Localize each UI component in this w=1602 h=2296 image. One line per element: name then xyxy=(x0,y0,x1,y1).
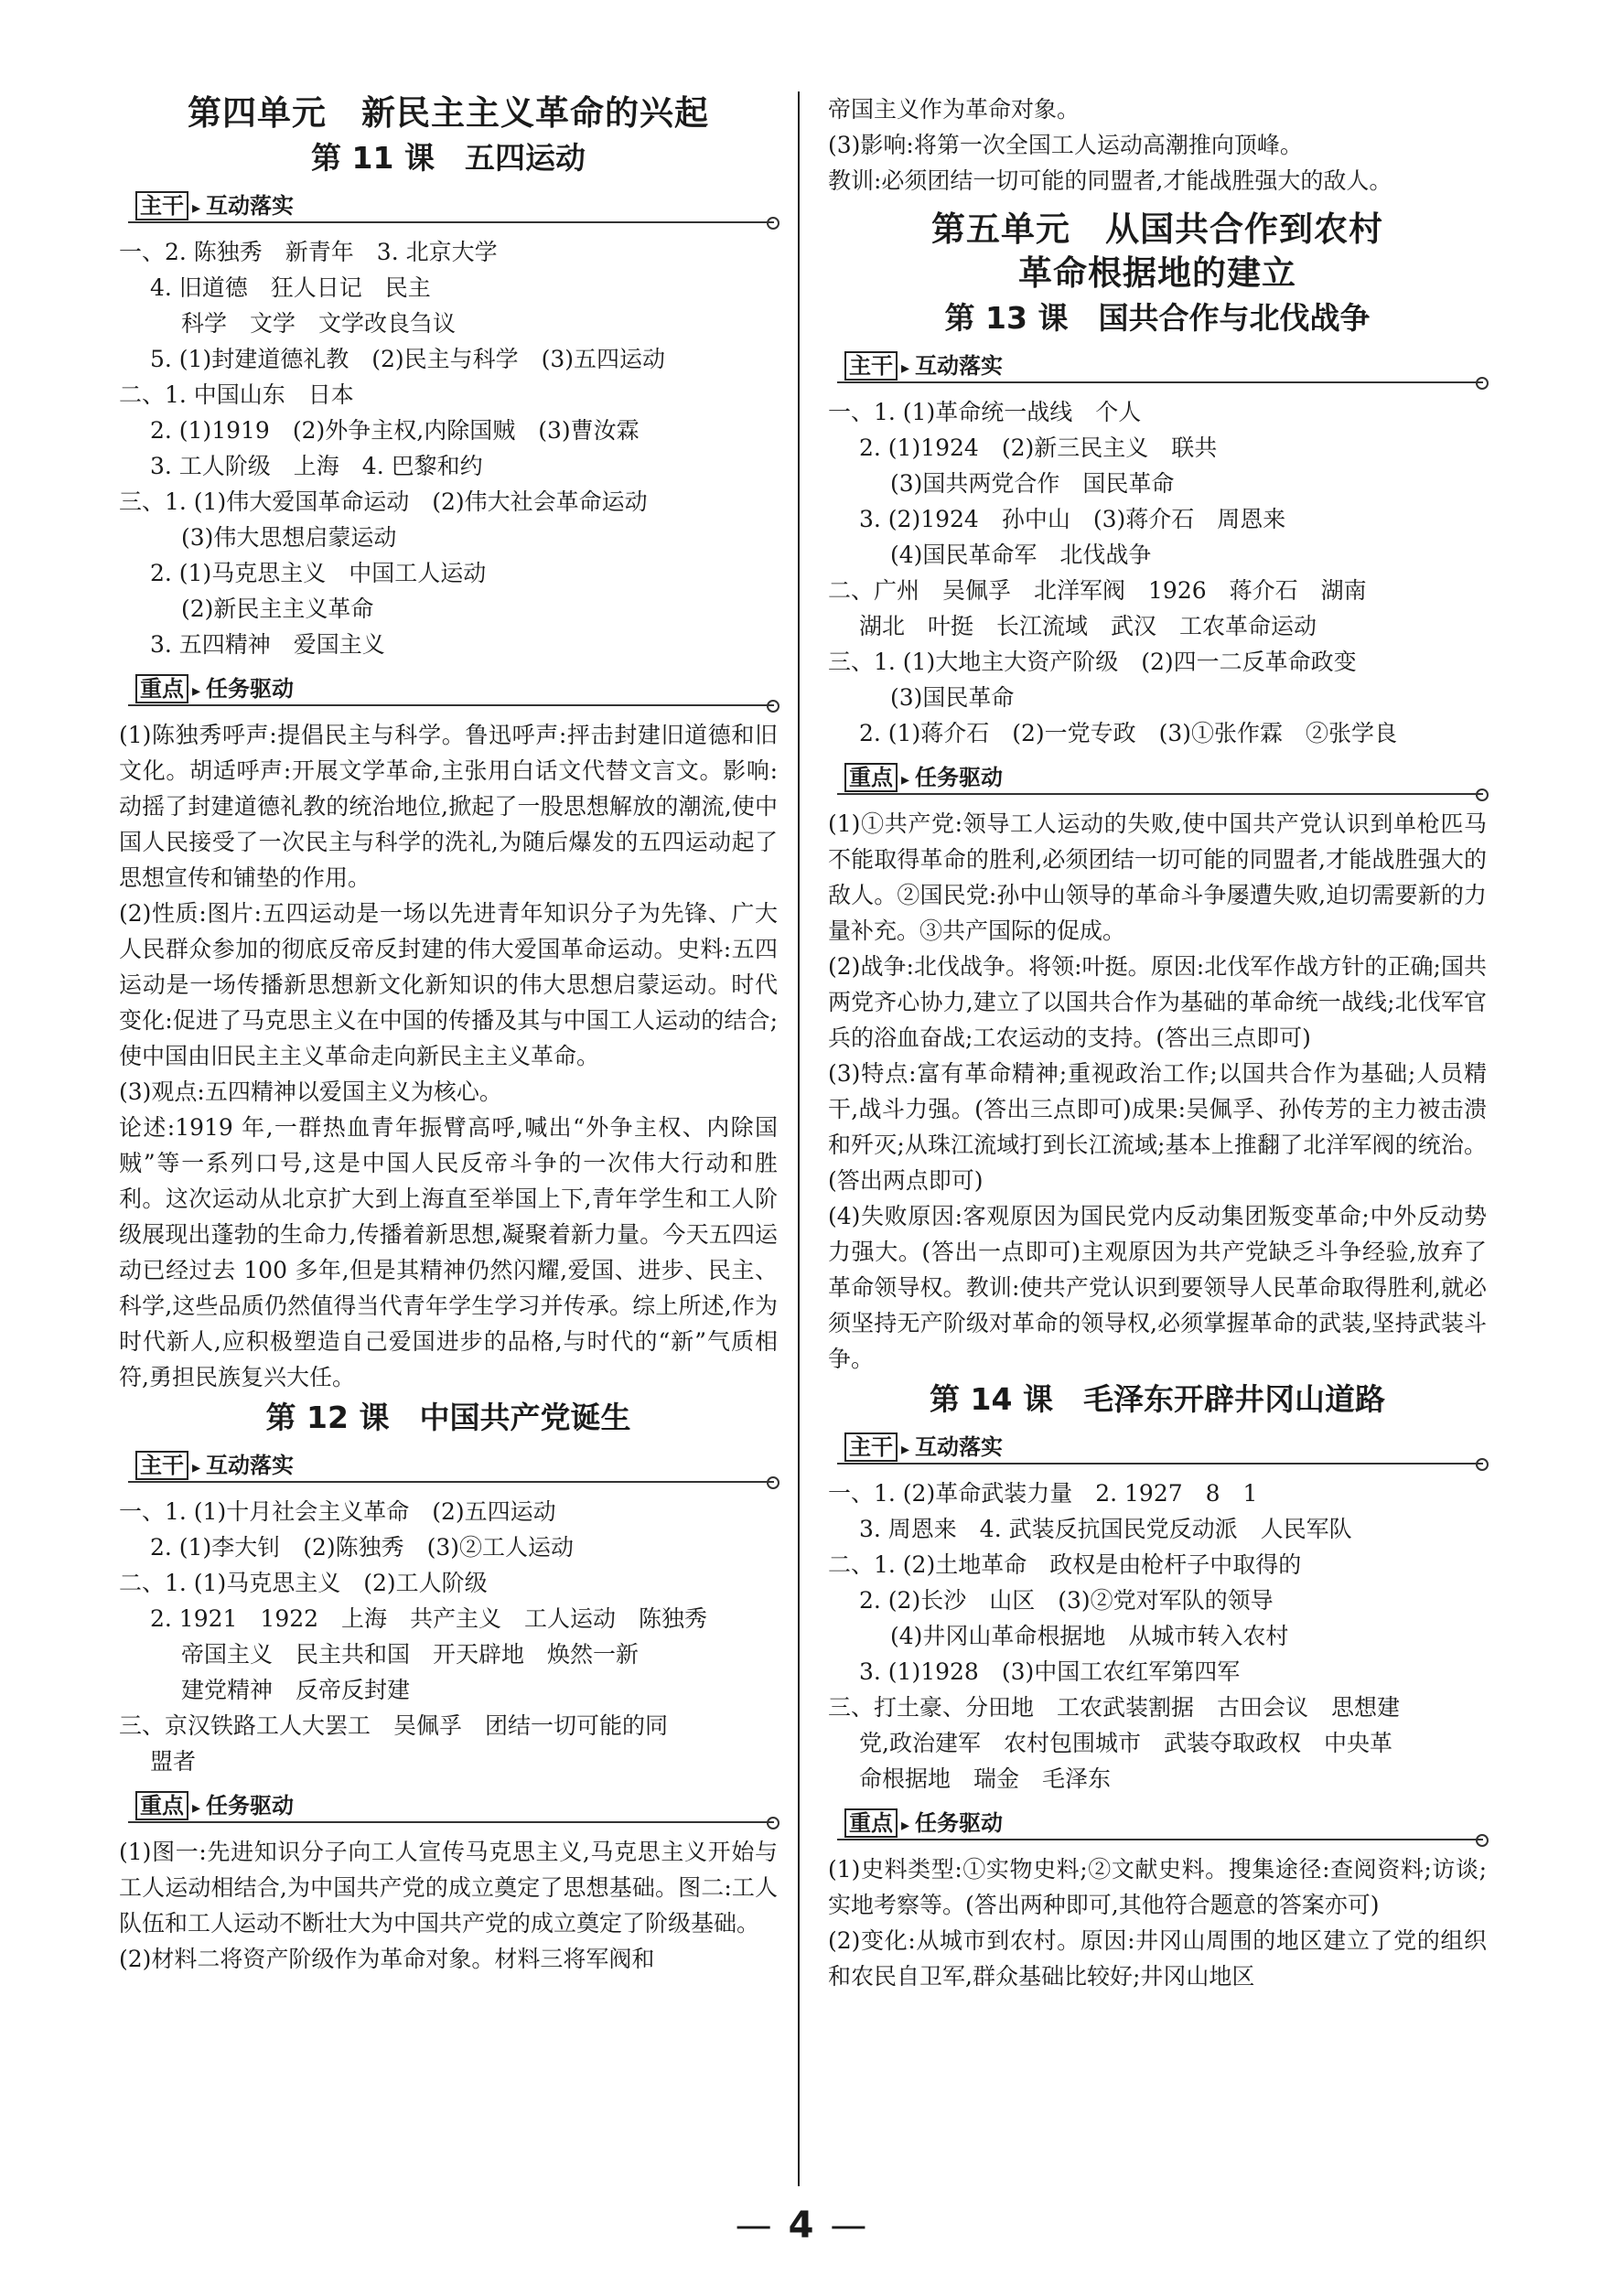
lesson-title: 第 12 课 中国共产党诞生 xyxy=(265,1400,631,1435)
answer-line: 3. 周恩来 4. 武装反抗国民党反动派 人民军队 xyxy=(859,1516,1352,1542)
answer-line: (3)伟大思想启蒙运动 xyxy=(181,524,397,551)
answer-line: 2. (1)马克思主义 中国工人运动 xyxy=(150,560,487,586)
section-tag: 重点 xyxy=(135,1791,188,1820)
answer-line: 2. (2)长沙 山区 (3)②党对军队的领导 xyxy=(859,1587,1274,1614)
answer-line: 一、2. 陈独秀 新青年 3. 北京大学 xyxy=(119,239,498,265)
answer-line: (4)井冈山革命根据地 从城市转入农村 xyxy=(890,1623,1289,1649)
paragraph: (4)失败原因:客观原因为国民党内反动集团叛变革命;中外反动势力强大。(答出一点即可)主观原因为共产党缺乏斗争经验,放弃了革命领导权。教训:使共产党认识到要领导人民革命取得胜利,就必须坚持无产阶级对革命的领导权,必须掌握革命的武装,坚持武装斗争。 xyxy=(828,1203,1487,1372)
answer-line: 建党精神 反帝反封建 xyxy=(181,1677,411,1703)
section-header xyxy=(828,1806,1487,1842)
section-tag: 主干 xyxy=(135,191,188,220)
answer-line: 2. (1)1919 (2)外争主权,内除国贼 (3)曹汝霖 xyxy=(150,417,640,444)
answer-line: 一、1. (1)十月社会主义革命 (2)五四运动 xyxy=(119,1498,556,1525)
section-header xyxy=(119,1448,778,1485)
answer-line: 一、1. (2)革命武装力量 2. 1927 8 1 xyxy=(828,1480,1258,1507)
answer-line: 2. 1921 1922 上海 共产主义 工人运动 陈独秀 xyxy=(150,1605,708,1632)
paragraph: (2)材料二将资产阶级作为革命对象。材料三将军阀和 xyxy=(119,1946,655,1972)
answer-line: 2. (1)1924 (2)新三民主义 联共 xyxy=(859,435,1218,461)
answer-line: 3. (1)1928 (3)中国工农红军第四军 xyxy=(859,1658,1241,1685)
paragraph: (1)图一:先进知识分子向工人宣传马克思主义,马克思主义开始与工人运动相结合,为中国共产党的成立奠定了思想基础。图二:工人队伍和工人运动不断壮大为中国共产党的成立奠定了阶级基础。 xyxy=(119,1839,778,1937)
answer-line: 三、打土豪、分田地 工农武装割据 古田会议 思想建 xyxy=(828,1694,1401,1721)
section-header xyxy=(119,1788,778,1825)
unit-title: 第五单元 从国共合作到农村 xyxy=(931,209,1383,249)
answer-line: 湖北 叶挺 长江流域 武汉 工农革命运动 xyxy=(859,613,1317,639)
answer-line: 三、京汉铁路工人大罢工 吴佩孚 团结一切可能的同 xyxy=(119,1712,669,1739)
section-tag: 主干 xyxy=(135,1451,188,1480)
answer-line: 2. (1)蒋介石 (2)一党专政 (3)①张作霖 ②张学良 xyxy=(859,720,1398,746)
section-label: 互动落实 xyxy=(206,193,295,219)
dash-right: — xyxy=(830,2205,867,2247)
dash-left: — xyxy=(735,2205,772,2247)
arrow-icon: ▸ xyxy=(192,1798,201,1818)
answer-line: 一、1. (1)革命统一战线 个人 xyxy=(828,399,1142,425)
answer-line: (3)国民革命 xyxy=(890,684,1015,711)
paragraph: (2)性质:图片:五四运动是一场以先进青年知识分子为先锋、广大人民群众参加的彻底反帝反封建的伟大爱国革命运动。史料:五四运动是一场传播新思想新文化新知识的伟大思想启蒙运动。时代变化:促进了马克思主义在中国的传播及其与中国工人运动的结合;使中国由旧民主主义革命走向新民主主义革命。 xyxy=(119,900,778,1069)
section-label: 互动落实 xyxy=(206,1453,295,1478)
section-tag: 重点 xyxy=(844,763,898,792)
arrow-icon: ▸ xyxy=(192,198,201,218)
answer-line: 命根据地 瑞金 毛泽东 xyxy=(859,1765,1112,1792)
paragraph: (1)陈独秀呼声:提倡民主与科学。鲁迅呼声:抨击封建旧道德和旧文化。胡适呼声:开展文学革命,主张用白话文代替文言文。影响:动摇了封建道德礼教的统治地位,掀起了一股思想解放的潮流,使中国人民接受了一次民主与科学的洗礼,为随后爆发的五四运动起了思想宣传和铺垫的作用。 xyxy=(119,722,778,891)
explanation xyxy=(119,717,778,1395)
paragraph: (3)特点:富有革命精神;重视政治工作;以国共合作为基础;人员精干,战斗力强。(答出三点即可)成果:吴佩孚、孙传芳的主力被击溃和歼灭;从珠江流域打到长江流域;基本上推翻了北洋军阀的统治。(答出两点即可) xyxy=(828,1060,1487,1194)
answer-list xyxy=(828,1475,1487,1797)
answer-line: (4)国民革命军 北伐战争 xyxy=(890,542,1152,568)
answer-line: 盟者 xyxy=(150,1748,197,1775)
section-header xyxy=(828,1430,1487,1466)
section-divider xyxy=(128,704,774,706)
answer-line: 二、1. 中国山东 日本 xyxy=(119,381,354,408)
section-tag: 主干 xyxy=(844,351,898,381)
section-tag: 重点 xyxy=(135,674,188,703)
answer-list xyxy=(119,1494,778,1779)
section-label: 互动落实 xyxy=(915,1434,1004,1460)
answer-line: (2)新民主主义革命 xyxy=(181,595,374,622)
section-header xyxy=(119,188,778,225)
answer-line: 4. 旧道德 狂人日记 民主 xyxy=(150,274,431,301)
arrow-icon: ▸ xyxy=(192,681,201,701)
paragraph: (3)影响:将第一次全国工人运动高潮推向顶峰。 xyxy=(828,132,1303,158)
continued-text xyxy=(828,91,1487,198)
answer-line: 党,政治建军 农村包围城市 武装夺取政权 中央革 xyxy=(859,1730,1392,1756)
paragraph: (1)史料类型:①实物史料;②文献史料。搜集途径:查阅资料;访谈;实地考察等。(答出两种即可,其他符合题意的答案亦可) xyxy=(828,1856,1487,1918)
section-label: 互动落实 xyxy=(915,353,1004,379)
page-number xyxy=(0,2205,1602,2247)
column-divider xyxy=(798,91,800,2186)
paragraph: 教训:必须团结一切可能的同盟者,才能战胜强大的敌人。 xyxy=(828,167,1392,194)
section-divider xyxy=(837,1463,1483,1465)
section-header xyxy=(828,349,1487,385)
section-divider xyxy=(837,381,1483,383)
section-label: 任务驱动 xyxy=(915,1810,1004,1836)
paragraph: (2)变化:从城市到农村。原因:井冈山周围的地区建立了党的组织和农民自卫军,群众基础比较好;井冈山地区 xyxy=(828,1927,1487,1990)
section-divider xyxy=(128,1821,774,1823)
paragraph: (3)观点:五四精神以爱国主义为核心。 xyxy=(119,1078,502,1105)
answer-line: (3)国共两党合作 国民革命 xyxy=(890,470,1175,497)
arrow-icon: ▸ xyxy=(192,1458,201,1477)
section-label: 任务驱动 xyxy=(206,1793,295,1819)
section-divider xyxy=(837,1839,1483,1840)
paragraph: (1)①共产党:领导工人运动的失败,使中国共产党认识到单枪匹马不能取得革命的胜利,必须团结一切可能的同盟者,才能战胜强大的敌人。②国民党:孙中山领导的革命斗争屡遭失败,迫切需要新的力量补充。③共产国际的促成。 xyxy=(828,810,1487,944)
answer-line: 科学 文学 文学改良刍议 xyxy=(181,310,457,337)
paragraph: (2)战争:北伐战争。将领:叶挺。原因:北伐军作战方针的正确;国共两党齐心协力,建立了以国共合作为基础的革命统一战线;北伐军官兵的浴血奋战;工农运动的支持。(答出三点即可) xyxy=(828,953,1487,1051)
answer-line: 3. (2)1924 孙中山 (3)蒋介石 周恩来 xyxy=(859,506,1286,532)
section-label: 任务驱动 xyxy=(206,676,295,702)
answer-line: 三、1. (1)大地主大资产阶级 (2)四一二反革命政变 xyxy=(828,649,1357,675)
arrow-icon: ▸ xyxy=(901,770,910,789)
unit-title: 革命根据地的建立 xyxy=(1018,253,1296,293)
answer-line: 三、1. (1)伟大爱国革命运动 (2)伟大社会革命运动 xyxy=(119,488,648,515)
answer-line: 2. (1)李大钊 (2)陈独秀 (3)②工人运动 xyxy=(150,1534,575,1561)
answer-line: 帝国主义 民主共和国 开天辟地 焕然一新 xyxy=(181,1641,640,1668)
answer-list xyxy=(119,234,778,662)
paragraph: 帝国主义作为革命对象。 xyxy=(828,96,1081,123)
section-divider xyxy=(128,1481,774,1483)
lesson-title: 第 14 课 毛泽东开辟井冈山道路 xyxy=(930,1381,1385,1417)
arrow-icon: ▸ xyxy=(901,359,910,378)
explanation xyxy=(828,806,1487,1377)
page-number-value: 4 xyxy=(788,2205,814,2247)
answer-line: 3. 五四精神 爱国主义 xyxy=(150,631,385,658)
section-label: 任务驱动 xyxy=(915,765,1004,790)
paragraph: 论述:1919 年,一群热血青年振臂高呼,喊出“外争主权、内除国贼”等一系列口号,这是中国人民反帝斗争的一次伟大行动和胜利。这次运动从北京扩大到上海直至举国上下,青年学生和工人阶级展现出蓬勃的生命力,传播着新思想,凝聚着新力量。今天五四运动已经过去 100 多年,但是其精神仍然闪耀,爱国、进步、民主、科学,这些品质仍然值得当代青年学生学习并传承。综上所述,作为时代新人,应积极塑造自己爱国进步的品格,与时代的“新”气质相符,勇担民族复兴大任。 xyxy=(119,1114,778,1390)
section-divider xyxy=(837,793,1483,795)
lesson-title: 第 13 课 国共合作与北伐战争 xyxy=(944,300,1371,336)
arrow-icon: ▸ xyxy=(901,1816,910,1835)
answer-line: 3. 工人阶级 上海 4. 巴黎和约 xyxy=(150,453,483,479)
explanation xyxy=(828,1851,1487,1994)
answer-line: 二、1. (1)马克思主义 (2)工人阶级 xyxy=(119,1570,488,1596)
answer-line: 二、广州 吴佩孚 北洋军阀 1926 蒋介石 湖南 xyxy=(828,577,1367,604)
answer-line: 二、1. (2)土地革命 政权是由枪杆子中取得的 xyxy=(828,1551,1302,1578)
left-column xyxy=(119,91,778,1977)
explanation xyxy=(119,1834,778,1977)
lesson-title: 第 11 课 五四运动 xyxy=(311,140,586,176)
arrow-icon: ▸ xyxy=(901,1440,910,1459)
right-column xyxy=(828,91,1487,1994)
unit-title: 第四单元 新民主主义革命的兴起 xyxy=(188,93,709,133)
answer-line: 5. (1)封建道德礼教 (2)民主与科学 (3)五四运动 xyxy=(150,346,666,372)
section-header xyxy=(828,760,1487,797)
answer-list xyxy=(828,394,1487,751)
section-divider xyxy=(128,221,774,223)
section-tag: 主干 xyxy=(844,1432,898,1462)
section-header xyxy=(119,671,778,708)
section-tag: 重点 xyxy=(844,1808,898,1838)
